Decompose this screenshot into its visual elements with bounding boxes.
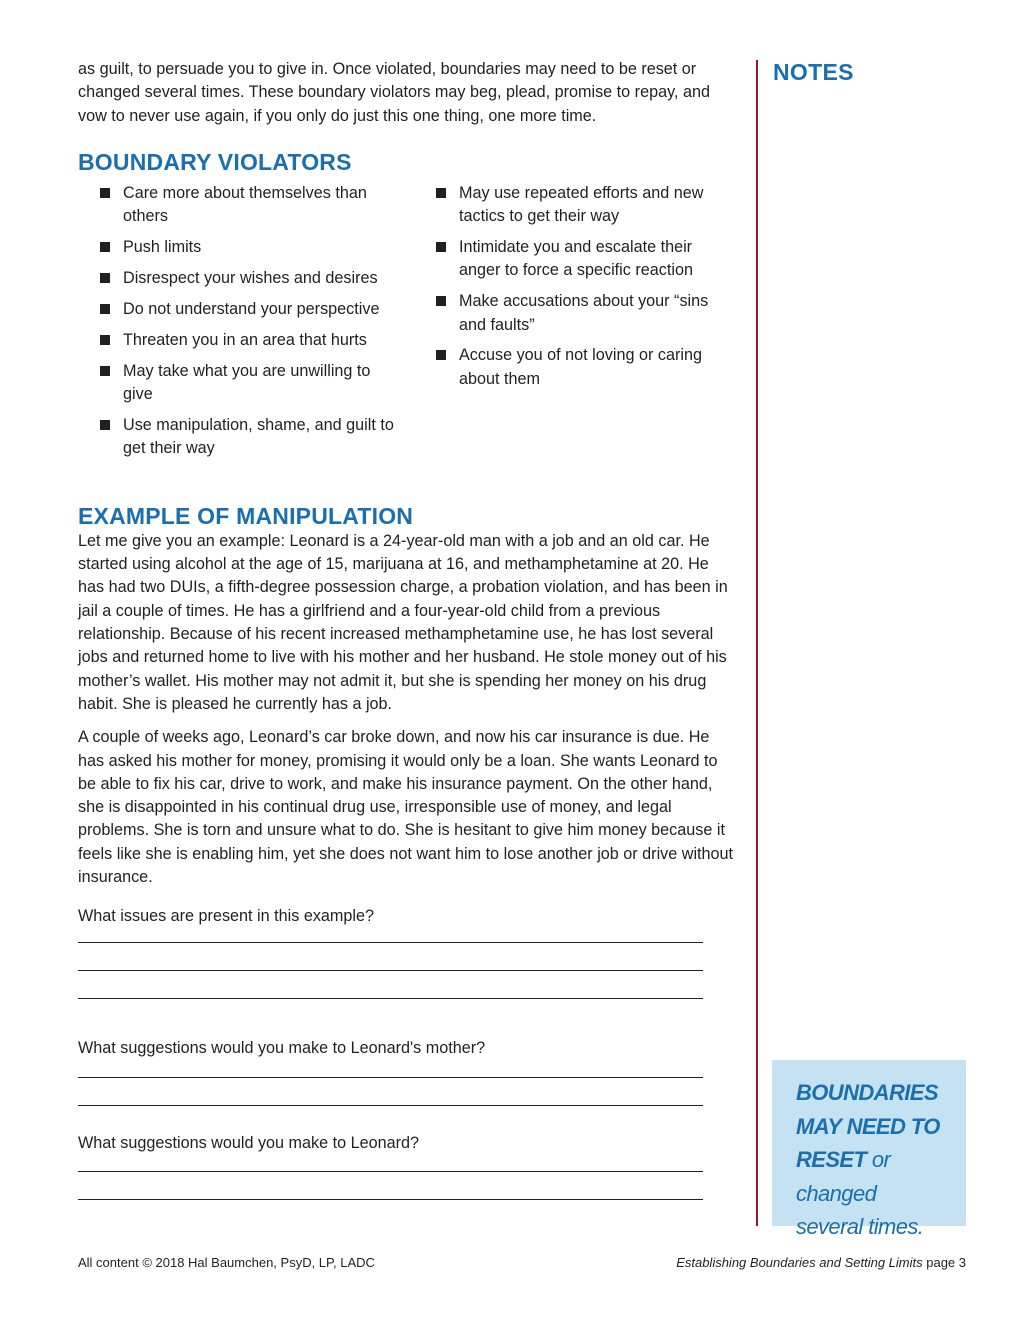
- main-column: [78, 58, 738, 1200]
- callout-box: [772, 1060, 966, 1239]
- bullet-square-icon: [100, 420, 110, 430]
- question-issues: What issues are present in this example?: [78, 907, 375, 926]
- list-item: Intimidate you and escalate their anger to force a specific reaction: [434, 236, 734, 283]
- answer-line[interactable]: [78, 1077, 703, 1078]
- notes-heading: NOTES: [773, 59, 854, 85]
- bullet-square-icon: [100, 335, 110, 345]
- bullet-square-icon: [100, 366, 110, 376]
- question-leonard: What suggestions would you make to Leonard?: [78, 1134, 420, 1153]
- footer-page-info: Establishing Boundaries and Setting Limits page 3: [676, 1255, 966, 1270]
- violators-right-column: [434, 182, 734, 399]
- violators-list: [78, 182, 738, 482]
- boundary-violators-heading: BOUNDARY VIOLATORS: [78, 148, 352, 175]
- list-item: Push limits: [98, 236, 398, 259]
- answer-line[interactable]: [78, 1171, 703, 1172]
- bullet-square-icon: [100, 273, 110, 283]
- bullet-square-icon: [436, 296, 446, 306]
- bullet-square-icon: [436, 350, 446, 360]
- intro-paragraph: as guilt, to persuade you to give in. Once violated, boundaries may need to be reset or changed several times. These boundary violators may beg, plead, promise to repay, and vow to never use again, if you only do just this one thing, one more time.: [78, 60, 710, 125]
- answer-line[interactable]: [78, 1199, 703, 1200]
- answer-line[interactable]: [78, 970, 703, 971]
- bullet-square-icon: [100, 242, 110, 252]
- answer-line[interactable]: [78, 1105, 703, 1106]
- sidebar-divider: [756, 60, 758, 1226]
- list-item: Make accusations about your “sins and faults”: [434, 290, 734, 337]
- list-item: Disrespect your wishes and desires: [98, 267, 398, 290]
- bullet-square-icon: [100, 304, 110, 314]
- question-mother: What suggestions would you make to Leonard's mother?: [78, 1039, 486, 1058]
- answer-line[interactable]: [78, 942, 703, 943]
- example-heading: EXAMPLE OF MANIPULATION: [78, 502, 414, 529]
- bullet-square-icon: [436, 242, 446, 252]
- bullet-square-icon: [436, 188, 446, 198]
- list-item: Care more about themselves than others: [98, 182, 398, 229]
- list-item: May take what you are unwilling to give: [98, 360, 398, 407]
- answer-line[interactable]: [78, 998, 703, 999]
- example-paragraph-1: Let me give you an example: Leonard is a 24-year-old man with a job and an old car. He started using alcohol at the age of 15, marijuana at 16, and methamphetamine at 20. He has had two DUIs, a fifth-degree possession charge, a probation violation, and has been in jail a couple of times. He has a girlfriend and a four-year-old child from a previous relationship. Because of his recent increased methamphetamine use, he has lost several jobs and returned home to live with his mother and her husband. He stole money out of his mother’s wallet. His mother may not admit it, but she is spending her money on his drug habit. She is pleased he currently has a job.: [78, 531, 728, 713]
- list-item: Do not understand your perspective: [98, 298, 398, 321]
- list-item: May use repeated efforts and new tactics to get their way: [434, 182, 734, 229]
- list-item: Use manipulation, shame, and guilt to get their way: [98, 414, 398, 461]
- example-paragraph-2: A couple of weeks ago, Leonard’s car broke down, and now his car insurance is due. He has asked his mother for money, promising it would only be a loan. She wants Leonard to be able to fix his car, drive to work, and make his insurance payment. On the other hand, she is disappointed in his continual drug use, irresponsible use of money, and legal problems. She is torn and unsure what to do. She is hesitant to give him money because it feels like she is enabling him, yet she does not want him to lose another job or drive without insurance.: [78, 728, 734, 887]
- list-item: Threaten you in an area that hurts: [98, 329, 398, 352]
- list-item: Accuse you of not loving or caring about them: [434, 344, 734, 391]
- bullet-square-icon: [100, 188, 110, 198]
- violators-left-column: [98, 182, 398, 468]
- callout-text: BOUNDARIES MAY NEED TO RESET or changed several times.: [796, 1080, 940, 1239]
- footer-copyright: All content © 2018 Hal Baumchen, PsyD, LP, LADC: [78, 1255, 375, 1270]
